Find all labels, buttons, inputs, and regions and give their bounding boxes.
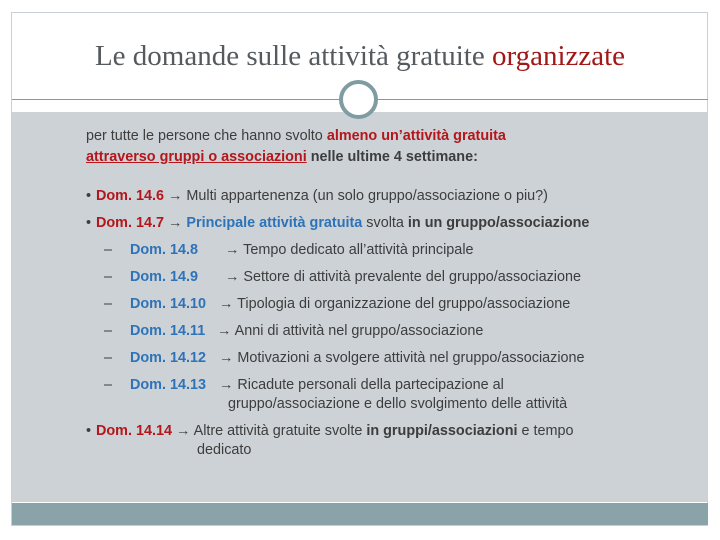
list-item (86, 215, 589, 232)
sub-list-item (104, 296, 570, 313)
sub-list-item (104, 377, 504, 394)
item-text: Altre attività gratuite svolte (193, 423, 367, 439)
question-code: Dom. 14.12 (130, 350, 206, 366)
intro-highlight-underlined: attraverso gruppi o associazioni (86, 149, 307, 165)
item-text-bold: in gruppi/associazioni (366, 423, 518, 439)
arrow-icon: → (225, 269, 244, 285)
intro-line-2 (86, 149, 478, 166)
item-text: Settore di attività prevalente del gruppo/associazione (243, 269, 581, 285)
divider-circle-ornament (339, 80, 378, 119)
question-code: Dom. 14.7 (96, 215, 164, 231)
arrow-icon: → (217, 323, 235, 339)
dash-marker: – (104, 269, 113, 285)
dash-marker: – (104, 377, 113, 393)
dash-marker: – (104, 296, 113, 312)
list-item-continuation: dedicato (197, 442, 252, 458)
sub-list-item (104, 350, 585, 367)
question-code: Dom. 14.11 (130, 323, 206, 339)
intro-line-1 (86, 128, 506, 145)
slide-title (12, 38, 708, 74)
item-text: Multi appartenenza (un solo gruppo/associazione o piu?) (186, 188, 548, 204)
item-text: Motivazioni a svolgere attività nel gruppo/associazione (237, 350, 585, 366)
dash-marker: – (104, 350, 113, 366)
intro-highlight: almeno un’attività gratuita (326, 128, 506, 144)
sub-list-item-continuation: gruppo/associazione e dello svolgimento delle attività (228, 396, 568, 412)
bullet-marker: • (86, 423, 92, 439)
question-code: Dom. 14.13 (130, 377, 206, 393)
item-text-bold: in un gruppo/associazione (407, 215, 590, 231)
item-text: Tipologia di organizzazione del gruppo/associazione (237, 296, 571, 312)
arrow-icon: → (172, 423, 194, 439)
item-text: Anni di attività nel gruppo/associazione (234, 323, 484, 339)
arrow-icon: → (163, 188, 187, 204)
dash-marker: – (104, 242, 113, 258)
question-code: Dom. 14.9 (130, 269, 198, 285)
list-item (86, 188, 548, 205)
item-text-end: e tempo (517, 423, 574, 439)
item-text: Tempo dedicato all’attività principale (243, 242, 474, 258)
dash-marker: – (104, 323, 113, 339)
intro-plain: per tutte le persone che hanno svolto (86, 128, 327, 144)
item-text: Ricadute personali della partecipazione al (237, 377, 504, 393)
bullet-marker: • (86, 188, 92, 204)
item-text-highlight: Principale attività gratuita (186, 215, 363, 231)
arrow-icon: → (219, 377, 238, 393)
question-code: Dom. 14.8 (130, 242, 198, 258)
list-item (86, 423, 573, 440)
bullet-marker: • (86, 215, 92, 231)
sub-list-item (104, 269, 581, 286)
question-code: Dom. 14.10 (130, 296, 206, 312)
title-accent: organizzate (491, 40, 626, 72)
title-text: Le domande sulle attività gratuite (94, 40, 492, 72)
question-code: Dom. 14.6 (96, 188, 164, 204)
question-code: Dom. 14.14 (96, 423, 172, 439)
arrow-icon: → (219, 296, 238, 312)
arrow-icon: → (225, 242, 244, 258)
sub-list-item (104, 242, 474, 259)
intro-bold: nelle ultime 4 settimane: (306, 149, 478, 165)
item-text: svolta (362, 215, 408, 231)
footer-bar (12, 503, 708, 525)
arrow-icon: → (219, 350, 238, 366)
sub-list-item (104, 323, 483, 340)
arrow-icon: → (163, 215, 187, 231)
